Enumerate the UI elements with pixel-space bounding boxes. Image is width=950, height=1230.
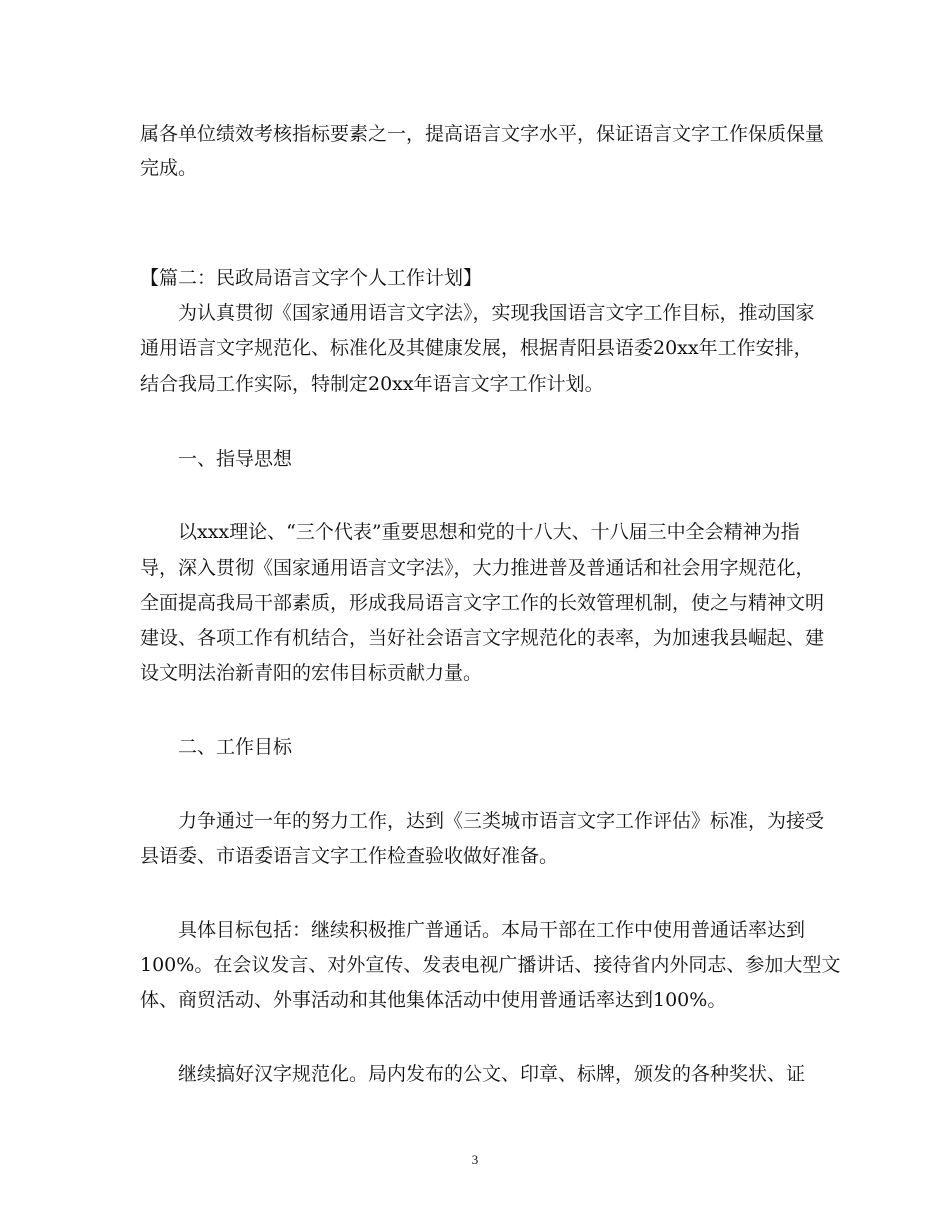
guiding-line-2: 导，深入贯彻《国家通用语言文字法》，大力推进普及普通话和社会用字规范化， [140, 557, 815, 579]
page-number: 3 [471, 1152, 479, 1167]
section-title: 【篇二：民政局语言文字个人工作计划】 [140, 267, 483, 289]
guiding-line-5: 设文明法治新青阳的宏伟目标贡献力量。 [140, 662, 483, 684]
heading-work-goals: 二、工作目标 [178, 736, 293, 758]
heading-guiding-ideology: 一、指导思想 [178, 448, 293, 470]
intro-line-1: 为认真贯彻《国家通用语言文字法》，实现我国语言文字工作目标，推动国家 [178, 302, 815, 324]
goal-line-1: 力争通过一年的努力工作，达到《三类城市语言文字工作评估》标准，为接受 [178, 810, 825, 832]
continuation-line-1: 属各单位绩效考核指标要素之一，提高语言文字水平，保证语言文字工作保质保量 [140, 123, 825, 145]
guiding-line-3: 全面提高我局干部素质，形成我局语言文字工作的长效管理机制，使之与精神文明 [140, 592, 825, 614]
guiding-line-4: 建设、各项工作有机结合，当好社会语言文字规范化的表率，为加速我县崛起、建 [140, 627, 825, 649]
specific-line-3: 体、商贸活动、外事活动和其他集体活动中使用普通话率达到100%。 [140, 989, 727, 1011]
standard-line-1: 继续搞好汉字规范化。局内发布的公文、印章、标牌，颁发的各种奖状、证 [178, 1063, 806, 1085]
specific-line-1: 具体目标包括：继续积极推广普通话。本局干部在工作中使用普通话率达到 [178, 919, 806, 941]
continuation-line-2: 完成。 [140, 157, 198, 179]
specific-line-2: 100%。在会议发言、对外宣传、发表电视广播讲话、接待省内外同志、参加大型文 [140, 954, 841, 976]
goal-line-2: 县语委、市语委语言文字工作检查验收做好准备。 [140, 845, 559, 867]
guiding-line-1: 以xxx理论、“三个代表”重要思想和党的十八大、十八届三中全会精神为指 [178, 521, 800, 543]
intro-line-3: 结合我局工作实际，特制定20xx年语言文字工作计划。 [140, 373, 604, 395]
intro-line-2: 通用语言文字规范化、标准化及其健康发展，根据青阳县语委20xx年工作安排， [140, 337, 813, 359]
